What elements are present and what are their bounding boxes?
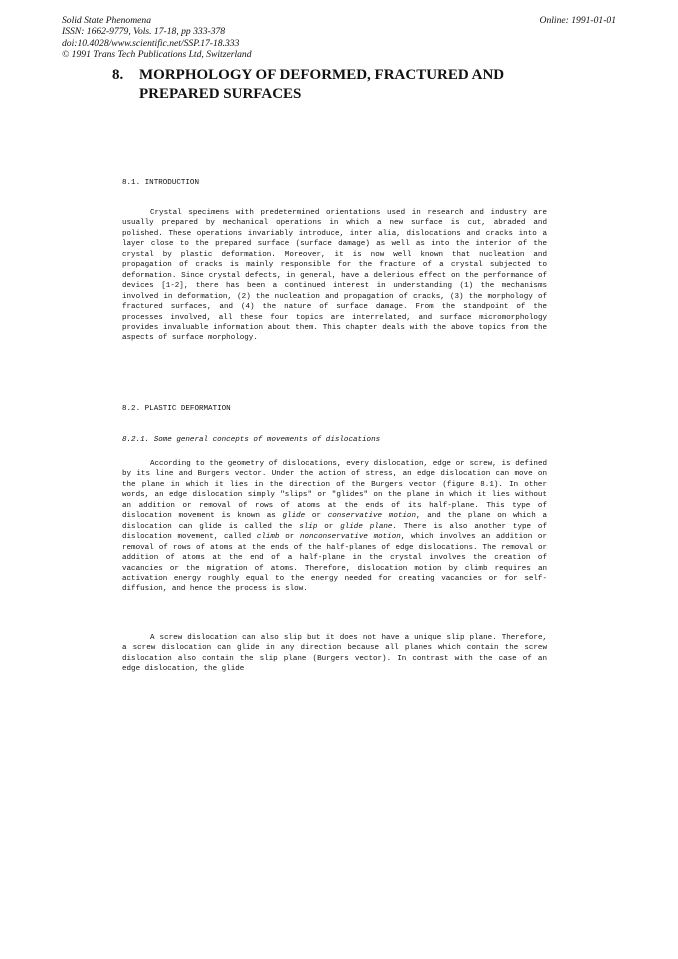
screw-dislocation-body (122, 633, 547, 675)
publication-info (62, 15, 252, 61)
chapter-number: 8. (112, 67, 124, 83)
subsection-heading: 8.2.1. Some general concepts of movements of dislocations (122, 436, 381, 444)
copyright-line: © 1991 Trans Tech Publications Ltd, Switzerland (62, 49, 252, 61)
online-date: Online: 1991-01-01 (539, 15, 616, 26)
introduction-body (122, 208, 547, 344)
journal-name: Solid State Phenomena (62, 15, 151, 26)
chapter-title: MORPHOLOGY OF DEFORMED, FRACTURED AND PREPARED SURFACES (139, 67, 505, 102)
chapter-heading (112, 66, 572, 104)
dislocation-paragraph-1: According to the geometry of dislocations, every dislocation, edge or screw, is defined by its line and Burgers vector. Under the action of stress, an edge dislocation can move on the plane in which it lies in the direction of the Burgers vector (figure 8.1). In other words, an edge dislocation simply "slips" or "glides" on the plane in which it lies without an addition or removal of rows of atoms at the ends of its half-plane. This type of dislocation movement is known as glide or conservative motion, and the plane on which a dislocation can glide is called the slip or glide plane. There is also another type of dislocation movement, called climb or nonconservative motion, which involves an addition or removal of rows of atoms at the ends of the half-planes of edge dislocations. The removal or addition of atoms at the end of a half-plane in the crystal involves the creation of vacancies or the migration of atoms. Therefore, dislocation motion by climb requires an activation energy roughly equal to the energy needed for creating vacancies or for self-diffusion, and hence the process is slow. (122, 460, 547, 594)
doi-line: doi:10.4028/www.scientific.net/SSP.17-18.333 (62, 37, 240, 49)
dislocation-body (122, 459, 547, 595)
dislocation-paragraph-2: A screw dislocation can also slip but it does not have a unique slip plane. Therefore, a screw dislocation can glide in any direction because all planes which contain the screw dislocation also contain the slip plane (Burgers vector). In contrast with the case of an edge dislocation, the glide (122, 634, 547, 674)
section-heading-introduction: 8.1. INTRODUCTION (122, 179, 199, 187)
introduction-paragraph: Crystal specimens with predetermined orientations used in research and industry are usually prepared by mechanical operations in which a new surface is cut, abraded and polished. These operations invariably introduce, inter alia, dislocations and cracks into a layer close to the prepared surface (surface damage) as well as into the interior of the crystal by plastic deformation. Moreover, it is now well known that nucleation and propagation of cracks is mainly responsible for the fracture of a crystal subjected to deformation. Since crystal defects, in general, have a delerious effect on the performance of devices [1-2], there has been a continued interest in understanding (1) the mechanisms involved in deformation, (2) the nucleation and propagation of cracks, (3) the morphology of fractured surfaces, and (4) the nature of surface damage. From the standpoint of the processes involved, all these four topics are interrelated, and surface micromorphology provides invaluable information about them. This chapter deals with the above topics from the aspects of surface morphology. (122, 209, 547, 343)
section-heading-plastic-deformation: 8.2. PLASTIC DEFORMATION (122, 405, 231, 413)
issn-line: ISSN: 1662-9779, Vols. 17-18, pp 333-378 (62, 26, 226, 38)
